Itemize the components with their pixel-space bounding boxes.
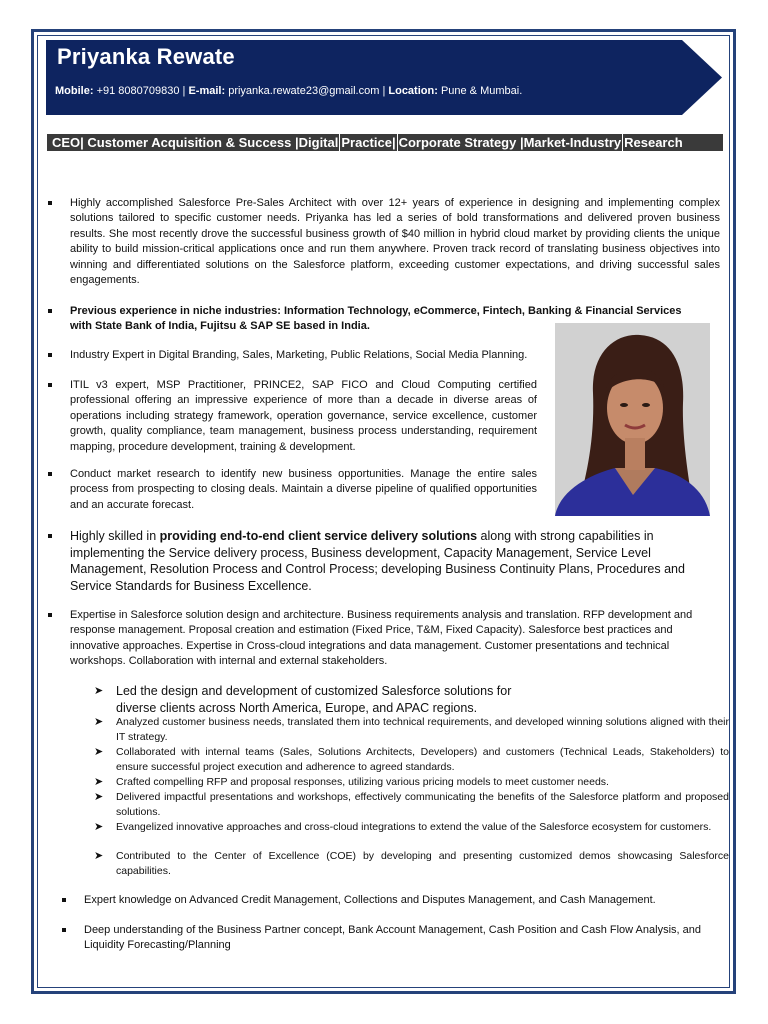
bullet-text: Highly skilled in	[70, 529, 160, 543]
achievement-text: Evangelized innovative approaches and cross-cloud integrations to extend the value of the Salesforce ecosystem for customers.	[116, 821, 712, 833]
bullet-text: Deep understanding of the Business Partner concept, Bank Account Management, Cash Position and Cash Flow Analysis, and Liquidity Forecasting/Planning	[84, 924, 701, 952]
summary-bullet	[70, 528, 720, 594]
mobile-label: Mobile:	[55, 85, 94, 97]
achievement-text: Contributed to the Center of Excellence (COE) by developing and presenting customized demos showcasing Salesforce capabilities.	[116, 850, 729, 877]
profile-photo	[555, 323, 710, 516]
bullet-text: Conduct market research to identify new business opportunities. Manage the entire sales process from prospecting to closing deals. Maintain a diverse pipeline of qualified opportunities and an accurate forecast.	[70, 468, 537, 511]
achievement-item: ➤ Contributed to the Center of Excellence (COE) by developing and presenting customized demos showcasing Salesforce capabilities.	[94, 850, 729, 877]
bullet-text: along with strong capabilities in implementing the Service delivery process, Business development, Capacity Management, Service Level Management, Resolution Process and Control Process; developing Business Continuity Plans, Procedures and Service Standards for Business Excellence.	[70, 529, 685, 593]
finance-bullet	[84, 893, 720, 908]
headline-segment: Corporate Strategy |Market-Industry	[398, 135, 622, 150]
headline-segment: CEO| Customer Acquisition & Success |Digital	[52, 135, 339, 150]
achievement-item: ➤ Evangelized innovative approaches and cross-cloud integrations to extend the value of the Salesforce ecosystem for customers.	[94, 821, 712, 833]
headline-segment: Practice	[341, 135, 392, 150]
summary-bullet	[70, 378, 537, 455]
location-value: Pune & Mumbai.	[440, 85, 523, 97]
bullet-text: ITIL v3 expert, MSP Practitioner, PRINCE2, SAP FICO and Cloud Computing certified professional offering an impressive experience of more than a decade in diverse areas of operations including strategy framework, operation governance, service excellence, customer growth, quality compliance, team management, business process understanding, requirement mapping, procedure development, training & development.	[70, 379, 537, 453]
achievement-item: ➤ Led the design and development of customized Salesforce solutions for diverse clients across North America, Europe, and APAC regions.	[94, 684, 512, 715]
contact-separator: |	[382, 85, 386, 97]
bullet-text-bold: providing end-to-end client service delivery solutions	[159, 529, 478, 543]
achievement-item: ➤ Crafted compelling RFP and proposal responses, utilizing various pricing models to meet customer needs.	[94, 776, 609, 788]
contact-separator: |	[182, 85, 186, 97]
summary-bullet	[70, 608, 710, 670]
achievement-text: Delivered impactful presentations and workshops, effectively communicating the benefits of the Salesforce platform and proposed solutions.	[116, 791, 729, 818]
bullet-text: Previous experience in niche industries: Information Technology, eCommerce, Fintech, Banking & Financial Services with State Bank of India, Fujitsu & SAP SE based in India.	[70, 305, 682, 333]
achievement-item: ➤ Analyzed customer business needs, translated them into technical requirements, and developed winning solutions aligned with their IT strategy.	[94, 716, 729, 743]
bullet-text: Expert knowledge on Advanced Credit Management, Collections and Disputes Management, and Cash Management.	[84, 894, 656, 906]
location-label: Location:	[388, 85, 438, 97]
headline-segment: Research	[624, 135, 683, 150]
achievement-text: Crafted compelling RFP and proposal responses, utilizing various pricing models to meet customer needs.	[116, 776, 609, 788]
achievement-text: Analyzed customer business needs, translated them into technical requirements, and developed winning solutions aligned with their IT strategy.	[116, 716, 729, 743]
achievement-item: ➤ Collaborated with internal teams (Sales, Solutions Architects, Developers) and customers (Technical Leads, Stakeholders) to ensure successful project execution and adherence to agreed standards.	[94, 746, 729, 773]
achievement-text: Collaborated with internal teams (Sales, Solutions Architects, Developers) and customers (Technical Leads, Stakeholders) to ensure successful project execution and adherence to agreed standards.	[116, 746, 729, 773]
summary-bullet	[70, 467, 537, 513]
bullet-text: Expertise in Salesforce solution design and architecture. Business requirements analysis and translation. RFP development and response management. Proposal creation and estimation (Fixed Price, T&M, Fixed Capacity). Salesforce best practices and innovative approaches. Expertise in Cross-cloud integrations and data management. Customer presentations and technical workshops. Collaboration with internal and external stakeholders.	[70, 609, 693, 668]
headline-bar	[47, 134, 723, 151]
candidate-name: Priyanka Rewate	[57, 44, 235, 69]
achievement-text: Led the design and development of customized Salesforce solutions for diverse clients across North America, Europe, and APAC regions.	[116, 684, 512, 715]
summary-bullet	[70, 348, 560, 363]
mobile-number: +91 8080709830	[96, 85, 180, 97]
bullet-text: Highly accomplished Salesforce Pre-Sales Architect with over 12+ years of experience in designing and implementing complex solutions tailored to specific customer needs. Priyanka has led a series of bold transformations and delivered proven business results. She most recently drove the successful business growth of $40 million in hybrid cloud market by providing clients the unique ability to build mission-critical applications once and run them anywhere. Proven track record of translating business objectives into winning and differentiated solutions on the Salesforce platform, exceeding customer expectations, and driving successful sales engagements.	[70, 197, 720, 287]
summary-bullet	[70, 196, 720, 288]
bullet-text: Industry Expert in Digital Branding, Sales, Marketing, Public Relations, Social Media Planning.	[70, 349, 528, 361]
contact-line	[55, 85, 522, 97]
achievement-item: ➤ Delivered impactful presentations and workshops, effectively communicating the benefits of the Salesforce platform and proposed solutions.	[94, 791, 729, 818]
email-label: E-mail:	[188, 85, 226, 97]
email-address[interactable]: priyanka.rewate23@gmail.com	[228, 85, 380, 97]
finance-bullet	[84, 923, 720, 954]
headline-segment: |	[391, 135, 396, 150]
